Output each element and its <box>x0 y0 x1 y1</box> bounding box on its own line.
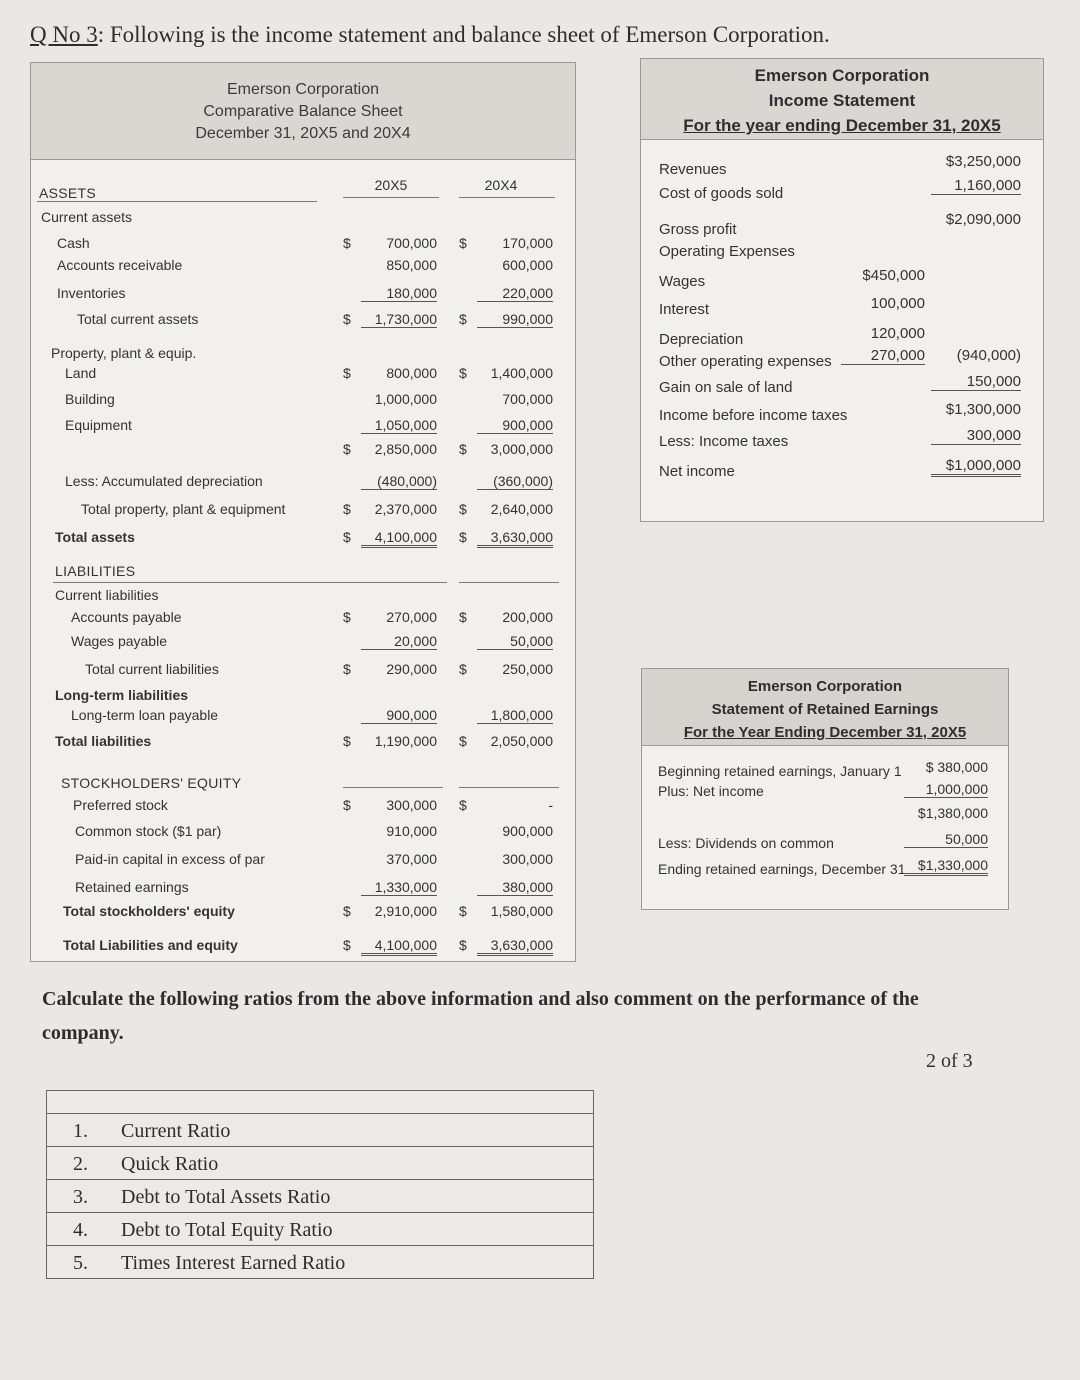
dollar-sign: $ <box>343 661 351 677</box>
row-total-liabilities <box>31 733 575 757</box>
row-total-ppe <box>31 501 575 525</box>
re-period: For the Year Ending December 31, 20X5 <box>683 724 967 741</box>
cash-20x5: 700,000 <box>386 235 437 251</box>
gain-value: 150,000 <box>931 373 1021 391</box>
cs-label: Common stock ($1 par) <box>75 823 222 839</box>
interest-label: Interest <box>659 301 710 318</box>
header-rule-20x4 <box>459 197 555 198</box>
pic-label: Paid-in capital in excess of par <box>75 851 265 867</box>
ar-20x4: 600,000 <box>502 257 553 273</box>
re-title: Statement of Retained Earnings <box>711 701 939 718</box>
ebt-value: $1,300,000 <box>945 401 1021 418</box>
dividends-value: 50,000 <box>904 831 988 848</box>
tle-20x4: 3,630,000 <box>477 937 553 956</box>
dollar-sign: $ <box>343 441 351 457</box>
gross-profit-label: Gross profit <box>659 221 737 238</box>
row-building <box>31 391 575 415</box>
ratios-table <box>46 1090 594 1279</box>
ar-20x5: 850,000 <box>386 257 437 273</box>
header-rule-20x5 <box>343 197 439 198</box>
ratio-name: Quick Ratio <box>121 1153 219 1175</box>
ppe-subtotal-20x5: 2,850,000 <box>374 441 437 457</box>
retained-earnings-statement <box>641 668 1009 910</box>
cs-20x4: 900,000 <box>502 823 553 839</box>
dollar-sign: $ <box>343 365 351 381</box>
is-company-name: Emerson Corporation <box>754 66 930 85</box>
land-label: Land <box>65 365 97 381</box>
tca-20x4: 990,000 <box>477 311 553 328</box>
balance-sheet <box>30 62 576 962</box>
tca-label: Total current assets <box>77 311 199 327</box>
ratio-number: 5. <box>73 1252 88 1274</box>
cogs-value: 1,160,000 <box>931 177 1021 195</box>
tax-value: 300,000 <box>931 427 1021 445</box>
equipment-20x5: 1,050,000 <box>361 417 437 434</box>
accdep-label: Less: Accumulated depreciation <box>65 473 263 489</box>
dollar-sign: $ <box>459 501 467 517</box>
bs-company-name: Emerson Corporation <box>226 81 380 98</box>
liabilities-rule <box>53 582 447 583</box>
land-20x5: 800,000 <box>386 365 437 381</box>
ratio-number: 2. <box>73 1153 88 1175</box>
liabilities-label: LIABILITIES <box>55 563 136 579</box>
row-cogs <box>641 177 1043 209</box>
ar-label: Accounts receivable <box>57 257 183 273</box>
question-heading <box>30 22 1060 48</box>
tl-20x5: 1,190,000 <box>374 733 437 749</box>
row-inventories <box>31 285 575 309</box>
row-wages <box>641 267 1043 297</box>
end-re-value: $1,330,000 <box>904 857 988 876</box>
ratios-table-top <box>47 1091 593 1114</box>
opex-label: Operating Expenses <box>659 243 795 260</box>
tca-20x5: 1,730,000 <box>361 311 437 328</box>
wp-20x5: 20,000 <box>361 633 437 650</box>
dollar-sign: $ <box>459 903 467 919</box>
net-income-value: $1,000,000 <box>931 457 1021 477</box>
row-ending-re <box>642 857 1008 883</box>
row-land <box>31 365 575 389</box>
wages-value: $450,000 <box>862 267 925 284</box>
current-liabilities-label: Current liabilities <box>55 587 159 603</box>
wp-label: Wages payable <box>71 633 167 649</box>
pref-label: Preferred stock <box>73 797 168 813</box>
cash-20x4: 170,000 <box>502 235 553 251</box>
row-interest <box>641 295 1043 325</box>
ta-label: Total assets <box>55 529 135 545</box>
tcl-label: Total current liabilities <box>85 661 219 677</box>
row-opex-label <box>641 243 1043 267</box>
stockholders-equity-label: STOCKHOLDERS' EQUITY <box>61 775 242 791</box>
row-plus-net-income <box>642 783 1008 805</box>
plus-ni-label: Plus: Net income <box>658 783 764 799</box>
ratio-name: Times Interest Earned Ratio <box>121 1252 346 1274</box>
tppe-label: Total property, plant & equipment <box>81 501 286 517</box>
ratio-row <box>47 1147 593 1180</box>
dollar-sign: $ <box>459 797 467 813</box>
dividends-label: Less: Dividends on common <box>658 835 834 851</box>
inventories-20x4: 220,000 <box>477 285 553 302</box>
re-subtotal-value: $1,380,000 <box>917 805 988 821</box>
dollar-sign: $ <box>343 609 351 625</box>
beg-re-label: Beginning retained earnings, January 1 <box>658 763 902 779</box>
bs-date: December 31, 20X5 and 20X4 <box>195 125 411 142</box>
dollar-sign: $ <box>343 311 351 327</box>
total-opex-value: (940,000) <box>956 347 1021 364</box>
other-opex-value: 270,000 <box>841 347 925 365</box>
cogs-label: Cost of goods sold <box>659 185 784 202</box>
bs-title: Comparative Balance Sheet <box>203 103 403 120</box>
row-re-subtotal <box>642 805 1008 827</box>
row-long-term-loan <box>31 707 575 731</box>
dollar-sign: $ <box>343 235 351 251</box>
tppe-20x5: 2,370,000 <box>374 501 437 517</box>
building-20x5: 1,000,000 <box>374 391 437 407</box>
row-ar <box>31 257 575 281</box>
tle-label: Total Liabilities and equity <box>63 937 238 953</box>
pic-20x4: 300,000 <box>502 851 553 867</box>
revenues-value: $3,250,000 <box>945 153 1021 170</box>
dollar-sign: $ <box>459 609 467 625</box>
ap-20x4: 200,000 <box>502 609 553 625</box>
cs-20x5: 910,000 <box>386 823 437 839</box>
inventories-20x5: 180,000 <box>361 285 437 302</box>
question-number: Q No 3 <box>30 22 98 47</box>
row-equipment <box>31 417 575 441</box>
row-wages-payable <box>31 633 575 657</box>
dollar-sign: $ <box>459 733 467 749</box>
dollar-sign: $ <box>459 529 467 545</box>
inventories-label: Inventories <box>57 285 126 301</box>
dollar-sign: $ <box>343 903 351 919</box>
tl-label: Total liabilities <box>55 733 152 749</box>
dollar-sign: $ <box>459 235 467 251</box>
ratio-row <box>47 1213 593 1246</box>
liabilities-rule-2 <box>459 582 559 583</box>
dollar-sign: $ <box>343 797 351 813</box>
row-accumulated-depreciation <box>31 473 575 497</box>
ta-20x4: 3,630,000 <box>477 529 553 548</box>
building-label: Building <box>65 391 115 407</box>
ppe-label: Property, plant & equip. <box>51 345 197 361</box>
revenues-label: Revenues <box>659 161 727 178</box>
tcl-20x5: 290,000 <box>386 661 437 677</box>
row-total-assets <box>31 529 575 553</box>
accdep-20x4: (360,000) <box>477 473 553 490</box>
accdep-20x5: (480,000) <box>361 473 437 490</box>
depreciation-label: Depreciation <box>659 331 744 348</box>
ratio-number: 4. <box>73 1219 88 1241</box>
net-income-label: Net income <box>659 463 735 480</box>
row-net-income <box>641 457 1043 487</box>
row-preferred-stock <box>31 797 575 821</box>
row-cash <box>31 235 575 259</box>
balance-sheet-header <box>31 63 575 160</box>
beg-re-value: $ 380,000 <box>925 759 988 775</box>
dollar-sign: $ <box>459 365 467 381</box>
row-total-stockholders-equity <box>31 903 575 927</box>
building-20x4: 700,000 <box>502 391 553 407</box>
ratio-number: 3. <box>73 1186 88 1208</box>
row-accounts-payable <box>31 609 575 633</box>
tse-20x4: 1,580,000 <box>490 903 553 919</box>
ratio-name: Debt to Total Equity Ratio <box>121 1219 333 1241</box>
page-number: 2 of 3 <box>926 1050 973 1072</box>
long-term-liabilities-label: Long-term liabilities <box>55 687 189 703</box>
dollar-sign: $ <box>343 733 351 749</box>
income-statement-header <box>641 59 1043 140</box>
wp-20x4: 50,000 <box>477 633 553 650</box>
tle-20x5: 4,100,000 <box>361 937 437 956</box>
row-gain-sale-land <box>641 373 1043 403</box>
retained-20x5: 1,330,000 <box>361 879 437 896</box>
re-company-name: Emerson Corporation <box>747 678 903 695</box>
dollar-sign: $ <box>459 311 467 327</box>
end-re-label: Ending retained earnings, December 31 <box>658 861 906 877</box>
tppe-20x4: 2,640,000 <box>490 501 553 517</box>
dollar-sign: $ <box>343 937 351 953</box>
question-text: : Following is the income statement and balance sheet of Emerson Corporation. <box>97 22 830 47</box>
gain-label: Gain on sale of land <box>659 379 793 396</box>
depreciation-value: 120,000 <box>870 325 925 342</box>
pic-20x5: 370,000 <box>386 851 437 867</box>
ratio-number: 1. <box>73 1120 88 1142</box>
row-ppe-subtotal <box>31 441 575 465</box>
col-20x5-header: 20X5 <box>374 177 408 193</box>
ratio-name: Current Ratio <box>121 1120 231 1142</box>
tse-label: Total stockholders' equity <box>63 903 235 919</box>
plus-ni-value: 1,000,000 <box>904 781 988 798</box>
row-income-taxes <box>641 427 1043 457</box>
cash-label: Cash <box>57 235 90 251</box>
is-title: Income Statement <box>768 91 916 110</box>
other-opex-label: Other operating expenses <box>659 353 832 370</box>
dollar-sign: $ <box>343 529 351 545</box>
pref-20x4: - <box>548 797 553 813</box>
ap-label: Accounts payable <box>71 609 182 625</box>
row-common-stock <box>31 823 575 847</box>
col-20x4-header: 20X4 <box>484 177 518 193</box>
current-assets-label: Current assets <box>41 209 133 225</box>
gross-profit-value: $2,090,000 <box>945 211 1021 228</box>
ratio-row <box>47 1114 593 1147</box>
retained-label: Retained earnings <box>75 879 189 895</box>
row-total-current-liabilities <box>31 661 575 685</box>
dollar-sign: $ <box>459 441 467 457</box>
land-20x4: 1,400,000 <box>490 365 553 381</box>
equity-rule-20x4 <box>459 787 559 788</box>
ratio-row <box>47 1246 593 1279</box>
row-dividends <box>642 831 1008 857</box>
tax-label: Less: Income taxes <box>659 433 789 450</box>
row-gross-profit <box>641 211 1043 245</box>
equity-rule-20x5 <box>343 787 443 788</box>
ebt-label: Income before income taxes <box>659 407 848 424</box>
ap-20x5: 270,000 <box>386 609 437 625</box>
row-total-liabilities-equity <box>31 937 575 961</box>
wages-label: Wages <box>659 273 706 290</box>
ltlp-label: Long-term loan payable <box>71 707 219 723</box>
row-total-current-assets <box>31 311 575 335</box>
dollar-sign: $ <box>343 501 351 517</box>
equipment-20x4: 900,000 <box>477 417 553 434</box>
ltlp-20x5: 900,000 <box>361 707 437 724</box>
equipment-label: Equipment <box>65 417 132 433</box>
row-retained-earnings <box>31 879 575 903</box>
ta-20x5: 4,100,000 <box>361 529 437 548</box>
tcl-20x4: 250,000 <box>502 661 553 677</box>
dollar-sign: $ <box>459 937 467 953</box>
tse-20x5: 2,910,000 <box>374 903 437 919</box>
ppe-subtotal-20x4: 3,000,000 <box>490 441 553 457</box>
assets-label: ASSETS <box>39 185 97 201</box>
ratio-row <box>47 1180 593 1213</box>
ltlp-20x4: 1,800,000 <box>477 707 553 724</box>
dollar-sign: $ <box>459 661 467 677</box>
instruction-text: Calculate the following ratios from the above information and also comment on the performance of the company. <box>42 988 919 1044</box>
is-period: For the year ending December 31, 20X5 <box>683 116 1001 135</box>
row-paid-in-capital <box>31 851 575 875</box>
interest-value: 100,000 <box>870 295 925 312</box>
pref-20x5: 300,000 <box>386 797 437 813</box>
header-rule-label <box>37 201 317 202</box>
tl-20x4: 2,050,000 <box>490 733 553 749</box>
retained-earnings-header <box>642 669 1008 746</box>
income-statement <box>640 58 1044 522</box>
ratio-name: Debt to Total Assets Ratio <box>121 1186 331 1208</box>
retained-20x4: 380,000 <box>477 879 553 896</box>
